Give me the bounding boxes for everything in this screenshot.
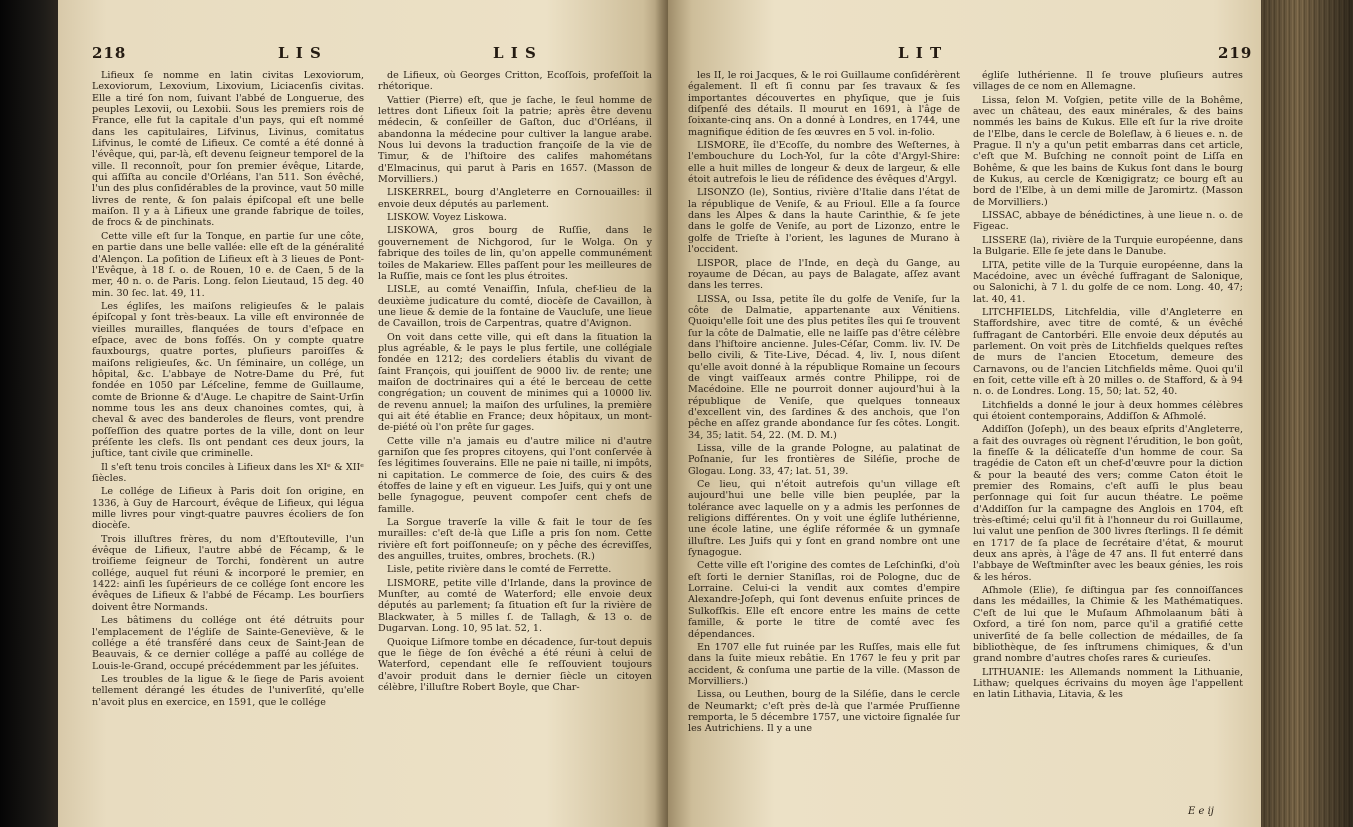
paragraph: Les troubles de la ligue & le ſiege de Paris avoient tellement dérangé les études de l'univerſité, qu'elle n'avoit plus en exercice, en 1591, que le collége [92, 673, 364, 708]
paragraph: Il s'eſt tenu trois conciles à Lifieux dans les XIᵉ & XIIᵉ ſiècles. [92, 461, 364, 485]
paragraph: LISSA, ou Issa, petite île du golfe de Veniſe, ſur la côte de Dalmatie, appartenante aux Vénitiens. Quoiqu'elle ſoit une des plus petites îles qui ſe trouvent ſur la côte de Dalmatie, elle ne laiſſe pas d'être célèbre dans l'hiſtoire ancienne. Jules-Céſar, Comm. liv. IV. De bello civili, & Tite-Live, Décad. 4, liv. I, nous diſent qu'elle avoit donné à la république Romaine un ſecours de vingt vaiſſeaux armés contre Philippe, roi de Macédoine. Elle ne pourroit donner aujourd'hui à la république de Veniſe, que quelques tonneaux d'excellent vin, des ſardines & des anchois, que l'on pêche en aſſez grande abondance ſur ſes côtes. Longit. 34, 35; latit. 54, 22. (M. D. M.) [688, 293, 960, 441]
book-cover-edge-left [0, 0, 58, 827]
paragraph: Trois illuſtres frères, du nom d'Eſtouteville, l'un évêque de Lifieux, l'autre abbé de Fécamp, & le troiſieme ſeigneur de Torchi, fondèrent un autre collége, auquel fut réuni & incorporé le premier, en 1422: ainſi les ſupérieurs de ce collége ſont encore les évêques de Lifieux & l'abbé de Fécamp. Les bourſiers doivent être Normands. [92, 533, 364, 613]
paragraph: LISSERE (la), rivière de la Turquie européenne, dans la Bulgarie. Elle ſe jete dans le Danube. [973, 234, 1243, 258]
left-column-2 [378, 70, 652, 695]
paragraph: de Lifieux, où Georges Critton, Ecoſſois, profeſſoit la rhétorique. [378, 70, 652, 93]
paragraph: Cette ville n'a jamais eu d'autre milice ni d'autre garniſon que ſes propres citoyens, qui l'ont conſervée à ſes légitimes ſouverains. Elle ne paie ni taille, ni impôts, ni capitation. Le commerce de ſoie, des cuirs & des étoffes de laine y eſt en vigueur. Les Juifs, qui y ont une belle ſynagogue, peuvent compoſer cent chefs de famille. [378, 435, 652, 515]
paragraph: LITHUANIE: les Allemands nomment la Lithuanie, Lithaw; quelques écrivains du moyen âge l'appellent en latin Lithavia, Litavia, & les [973, 666, 1243, 701]
left-running-head-1: L I S [278, 44, 322, 62]
left-page [58, 0, 668, 827]
paragraph: Les bâtimens du collége ont été détruits pour l'emplacement de l'égliſe de Sainte-Geneviève, & le collége a été transféré dans ceux de Saint-Jean de Beauvais, & ce dernier collége a paſſé au collége de Louis-le-Grand, occupé précédemment par les jéſuites. [92, 615, 364, 672]
paragraph: LITCHFIELDS, Litchfeldia, ville d'Angleterre en Staffordshire, avec titre de comté, & un évêché ſuffragant de Cantorbéri. Elle envoie deux députés au parlement. On voit près de Litchfields quelques reſtes de murs de l'ancien Etocetum, demeure des Carnavons, ou de l'ancien Litchfields même. Quoi qu'il en ſoit, cette ville eſt à 20 milles o. de Stafford, & à 94 n. o. de Londres. Long. 15, 50; lat. 52, 40. [973, 306, 1243, 398]
right-page-number: 219 [1218, 44, 1253, 62]
paragraph: les II, le roi Jacques, & le roi Guillaume conſidérèrent également. Il eſt ſi connu par ſes travaux & ſes importantes découvertes en phyſique, que je ſuis diſpenſé des détails. Il mourut en 1691, à l'âge de ſoixante-cinq ans. On a donné à Londres, en 1744, une magnifique édition de ſes œuvres en 5 vol. in-folio. [688, 70, 960, 138]
right-column-2 [973, 70, 1243, 703]
paragraph: LISLE, au comté Venaiſſin, Inſula, chef-lieu de la deuxième judicature du comté, diocèſe de Cavaillon, à une lieue & demie de la fontaine de Vaucluſe, une lieue de Cavaillon, trois de Carpentras, quatre d'Avignon. [378, 284, 652, 330]
paragraph: En 1707 elle fut ruinée par les Ruſſes, mais elle fut dans la ſuite mieux rebâtie. En 1767 le feu y prit par accident, & conſuma une partie de la ville. (Masson de Morvilliers.) [688, 641, 960, 687]
paragraph: Les égliſes, les maiſons religieuſes & le palais épiſcopal y ſont très-beaux. La ville eſt environnée de vieilles murailles, flanquées de tours d'eſpace en eſpace, avec de bons foſſés. On y compte quatre fauxbourgs, quatre portes, pluſieurs paroiſſes & maiſons religieuſes, &c. Un ſéminaire, un collége, un hôpital, &c. L'abbaye de Notre-Dame du Pré, fut fondée en 1050 par Léſceline, femme de Guillaume, comte de Brionne & d'Auge. Le chapitre de Saint-Urſin nomme tous les ans deux chanoines comtes, qui, à cheval & avec des banderoles de fleurs, vont prendre poſſeſſion des quatre portes de la ville, dont on leur préſente les clefs. Ils ont pendant ces deux jours, la juſtice, tant civile que criminelle. [92, 300, 364, 460]
left-page-number: 218 [92, 44, 127, 62]
paragraph: Vattier (Pierre) eſt, que je ſache, le ſeul homme de lettres dont Lifieux ſoit la patrie; après être devenu médecin, & conſeiller de Gaſton, duc d'Orléans, il abandonna la médecine pour cultiver la langue arabe. Nous lui devons la traduction françoiſe de la vie de Timur, & de l'hiſtoire des califes mahométans d'Elmacinus, qui parut à Paris en 1657. (Masson de Morvilliers.) [378, 94, 652, 186]
paragraph: égliſe luthérienne. Il ſe trouve pluſieurs autres villages de ce nom en Allemagne. [973, 70, 1243, 93]
paragraph: LISMORE, île d'Ecoſſe, du nombre des Weſternes, à l'embouchure du Loch-Yol, ſur la côte d'Argyl-Shire: elle a huit milles de longeur & deux de largeur, & elle étoit autrefois le lieu de réſidence des évêques d'Argyl. [688, 140, 960, 186]
right-column-1 [688, 70, 960, 737]
paragraph: Lissa, ville de la grande Pologne, au palatinat de Poſnanie, ſur les frontières de Siléſie, proche de Glogau. Long. 33, 47; lat. 51, 39. [688, 443, 960, 477]
paragraph: Ce lieu, qui n'étoit autrefois qu'un village eſt aujourd'hui une belle ville bien peuplée, par la tolérance avec laquelle on y a admis les perſonnes de religions différentes. On y voit une égliſe luthérienne, une école latine, une égliſe réformée & un gymnaſe illuſtre. Les Juifs qui y ſont en grand nombre ont une ſynagogue. [688, 479, 960, 559]
paragraph: Quoique Liſmore tombe en décadence, ſur-tout depuis que le ſiège de ſon évêché a été réuni à celui de Waterford, cependant elle ſe reſſouvient toujours d'avoir produit dans le dernier ſiècle un citoyen célèbre, l'illuſtre Robert Boyle, que Char- [378, 636, 652, 693]
page-signature: E e ij [1188, 806, 1214, 817]
book-page-edges-shade [1261, 0, 1353, 827]
paragraph: LITA, petite ville de la Turquie européenne, dans la Macédoine, avec un évêché ſuffragant de Salonique, ou Salonichi, à 7 l. du golfe de ce nom. Long. 40, 47; lat. 40, 41. [973, 259, 1243, 305]
paragraph: Le collége de Lifieux à Paris doit ſon origine, en 1336, à Guy de Harcourt, évêque de Lifieux, qui légua mille livres pour vingt-quatre pauvres écoliers de ſon diocèſe. [92, 486, 364, 532]
paragraph: Lissa, ſelon M. Voſgien, petite ville de la Bohême, avec un château, des eaux minérales, & des bains nommés les bains de Kukus. Elle eſt ſur la rive droite de l'Elbe, dans le cercle de Boleſlaw, à 6 lieues e. n. de Prague. Il n'y a qu'un petit embarras dans cet article, c'eſt que M. Buſching ne connoît point de Liſſa en Bohême, & que les bains de Kukus ſont dans le bourg de Kukus, au cercle de Kœnigigratz; ce bourg eſt au bord de l'Elbe, à un demi mille de Jaromirtz. (Masson de Morvilliers.) [973, 94, 1243, 208]
paragraph: La Sorgue traverſe la ville & fait le tour de ſes murailles: c'eſt de-là que Liſle a pris ſon nom. Cette rivière eſt fort poiſſonneuſe; on y pêche des écreviſſes, des anguilles, truites, ombres, brochets. (R.) [378, 517, 652, 563]
right-page [668, 0, 1261, 827]
paragraph: LISONZO (le), Sontius, rivière d'Italie dans l'état de la république de Veniſe, & au Frioul. Elle a ſa ſource dans les Alpes & dans la haute Carinthie, & ſe jete dans le golfe de Veniſe, au port de Lizonzo, entre le golfe de Trieſte à l'orient, les lagunes de Murano à l'occident. [688, 187, 960, 256]
paragraph: Litchfields a donné le jour à deux hommes célèbres qui étoient contemporains, Addiſſon & Aſhmolé. [973, 399, 1243, 422]
left-column-1 [92, 70, 364, 710]
paragraph: LISMORE, petite ville d'Irlande, dans la province de Munſter, au comté de Waterford; elle envoie deux députés au parlement; ſa ſituation eſt ſur la rivière de Blackwater, à 5 milles ſ. de Tallagh, & 13 o. de Dugarvan. Long. 10, 95 lat. 52, 1. [378, 577, 652, 635]
paragraph: On voit dans cette ville, qui eſt dans la ſituation la plus agréable, & le pays le plus fertile, une collégiale fondée en 1212; des cordeliers établis du vivant de ſaint François, qui jouiſſent de 9000 liv. de rente; une maiſon de doctrinaires qui a été le berceau de cette congrégation; un couvent de minimes qui a 10000 liv. de revenu annuel; la maiſon des urſulines, la première qui ait été établie en France; deux hôpitaux, un mont-de-piété où l'on prête ſur gages. [378, 331, 652, 434]
paragraph: Addiſſon (Joſeph), un des beaux eſprits d'Angleterre, a fait des ouvrages où règnent l'érudition, le bon goût, la fineſſe & la délicateſſe d'un homme de cour. Sa tragédie de Caton eſt un chef-d'œuvre pour la diction & pour la beauté des vers; comme Caton étoit le premier des Romains, c'eſt auſſi le plus beau perſonnage qui ſoit ſur aucun théatre. Le poëme d'Addiſſon ſur la campagne des Anglois en 1704, eſt très-eſtimé; celui qu'il fit à l'honneur du roi Guillaume, lui valut une penſion de 300 livres ſterlings. Il ſe démit en 1717 de ſa place de ſecrétaire d'état, & mourut deux ans après, à l'âge de 47 ans. Il fut enterré dans l'abbaye de Weſtminſter avec les beaux génies, les rois & les héros. [973, 424, 1243, 583]
paragraph: Lisle, petite rivière dans le comté de Ferrette. [387, 564, 612, 576]
paragraph: Aſhmole (Elie), ſe diſtingua par ſes connoiſſances dans les médailles, la Chimie & les Mathématiques. C'eſt de lui que le Muſaum Aſhmolaanum bâti à Oxford, a tiré ſon nom, parce qu'il a gratifié cette univerſité de ſa belle collection de médailles, de ſa bibliothèque, de ſes inſtrumens chimiques, & d'un grand nombre d'autres choſes rares & curieuſes. [973, 585, 1243, 665]
paragraph: LISKERREL, bourg d'Angleterre en Cornouailles: il envoie deux députés au parlement. [378, 187, 652, 210]
paragraph: LISSAC, abbaye de bénédictines, à une lieue n. o. de Figeac. [973, 210, 1243, 233]
paragraph: Lifieux ſe nomme en latin civitas Lexoviorum, Lexoviorum, Lexovium, Lixovium, Liciacenſis civitas. Elle a tiré ſon nom, ſuivant l'abbé de Longuerue, des peuples Lexovii, ou Lexobii. Sous les premiers rois de France, elle fut la capitale d'un pays, qui eſt nommé dans les capitulaires, Lifvinus, Livinus, comitatus Lifvinus, le comté de Lifieux. Ce comté a été donné à l'évêque, qui, par-là, eſt devenu ſeigneur temporel de la ville. Il reconnoît, pour ſon premier évêque, Litarde, qui aſſiſta au concile d'Orléans, l'an 511. Son évêché, l'un des plus conſidérables de la province, vaut 50 mille livres de rente, & ſon palais épiſcopal eſt une belle maiſon. Il y a à Lifieux une grande fabrique de toiles, de frocs & de pinchinats. [92, 70, 364, 229]
left-running-head-2: L I S [493, 44, 537, 62]
paragraph: Lissa, ou Leuthen, bourg de la Siléſie, dans le cercle de Neumarkt; c'eſt près de-là que l'armée Pruſſienne remporta, le 5 décembre 1757, une victoire ſignalée ſur les Autrichiens. Il y a une [688, 689, 960, 735]
paragraph: Cette ville eſt ſur la Tonque, en partie ſur une côte, en partie dans une belle vallée: elle eſt de la généralité d'Alençon. La poſition de Lifieux eſt à 3 lieues de Pont-l'Evêque, à 18 ſ. o. de Rouen, 10 e. de Caen, 5 de la mer, 40 n. o. de Paris. Long. ſelon Lieutaud, 15 deg. 40 min. 30 ſec. lat. 49, 11. [92, 230, 364, 299]
paragraph: Cette ville eſt l'origine des comtes de Leſchinſki, d'où eſt ſorti le dernier Staniſlas, roi de Pologne, duc de Lorraine. Celui-ci la vendit aux comtes d'empire Alexandre-Joſeph, qui ſont devenus enſuite princes de Sulkofſkis. Elle eſt encore entre les mains de cette famille, & porte le titre de comté avec ſes dépendances. [688, 560, 960, 640]
paragraph: LISPOR, place de l'Inde, en deçà du Gange, au royaume de Décan, au pays de Balagate, aſſez avant dans les terres. [688, 257, 960, 292]
paragraph: LISKOWA, gros bourg de Ruſſie, dans le gouvernement de Nichgorod, ſur le Wolga. On y fabrique des toiles de lin, qu'on appelle communément toiles de Makariew. Elles paſſent pour les meilleures de la Ruſſie, mais ce ſont les plus étroites. [378, 225, 652, 282]
paragraph: LISKOW. Voyez Liskowa. [387, 212, 507, 224]
right-running-head: L I T [898, 44, 943, 62]
